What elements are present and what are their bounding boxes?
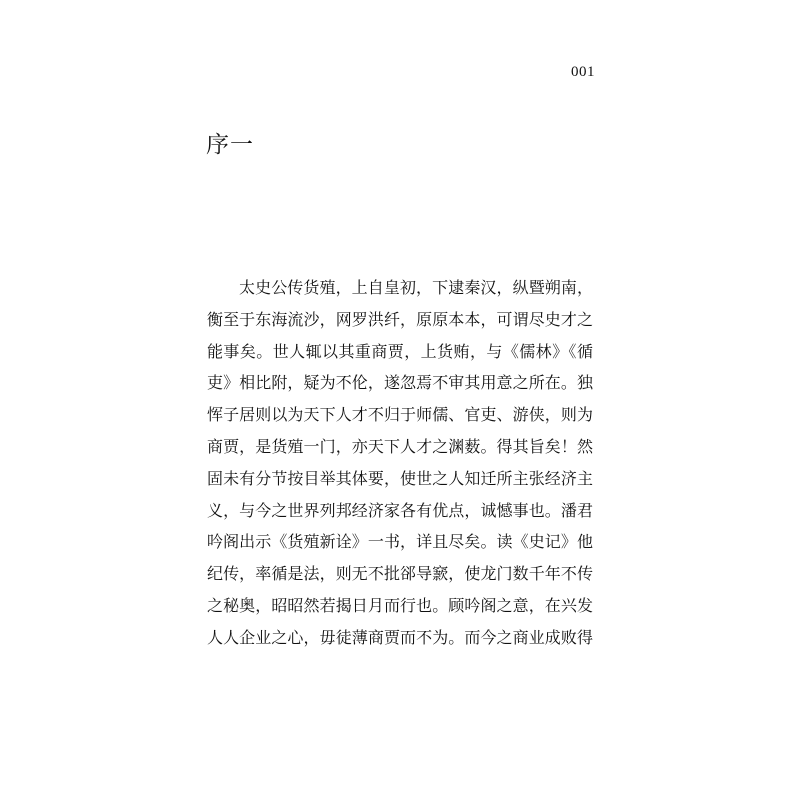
page-number: 001 (571, 64, 595, 80)
chapter-title: 序一 (206, 132, 254, 158)
text-line-6: 商贾，是货殖一门，亦天下人才之渊薮。得其旨矣！然 (207, 436, 593, 456)
text-line-9: 吟阁出示《货殖新诠》一书，详且尽矣。读《史记》他 (207, 532, 593, 552)
text-line-5: 恽子居则以为天下人才不归于师儒、官吏、游侠，则为 (207, 405, 593, 425)
text-line-2: 衡至于东海流沙，网罗洪纤，原原本本，可谓尽史才之 (207, 309, 593, 329)
text-line-12: 人人企业之心，毋徒薄商贾而不为。而今之商业成败得 (207, 627, 593, 647)
text-line-11: 之秘奥，昭昭然若揭日月而行也。顾吟阁之意，在兴发 (207, 595, 593, 615)
text-line-10: 纪传，率循是法，则无不批郤导窾，使龙门数千年不传 (207, 564, 593, 584)
text-line-3: 能事矣。世人辄以其重商贾，上货贿，与《儒林》《循 (207, 341, 593, 361)
text-line-1: 太史公传货殖，上自皇初，下逮秦汉，纵暨朔南， (239, 278, 593, 297)
text-line-8: 义，与今之世界列邦经济家各有优点，诚憾事也。潘君 (207, 500, 593, 520)
preface-body (207, 272, 593, 654)
text-line-7: 固未有分节按目举其体要，使世之人知迁所主张经济主 (207, 468, 593, 488)
text-line-4: 吏》相比附，疑为不伦，遂忽焉不审其用意之所在。独 (207, 373, 593, 393)
